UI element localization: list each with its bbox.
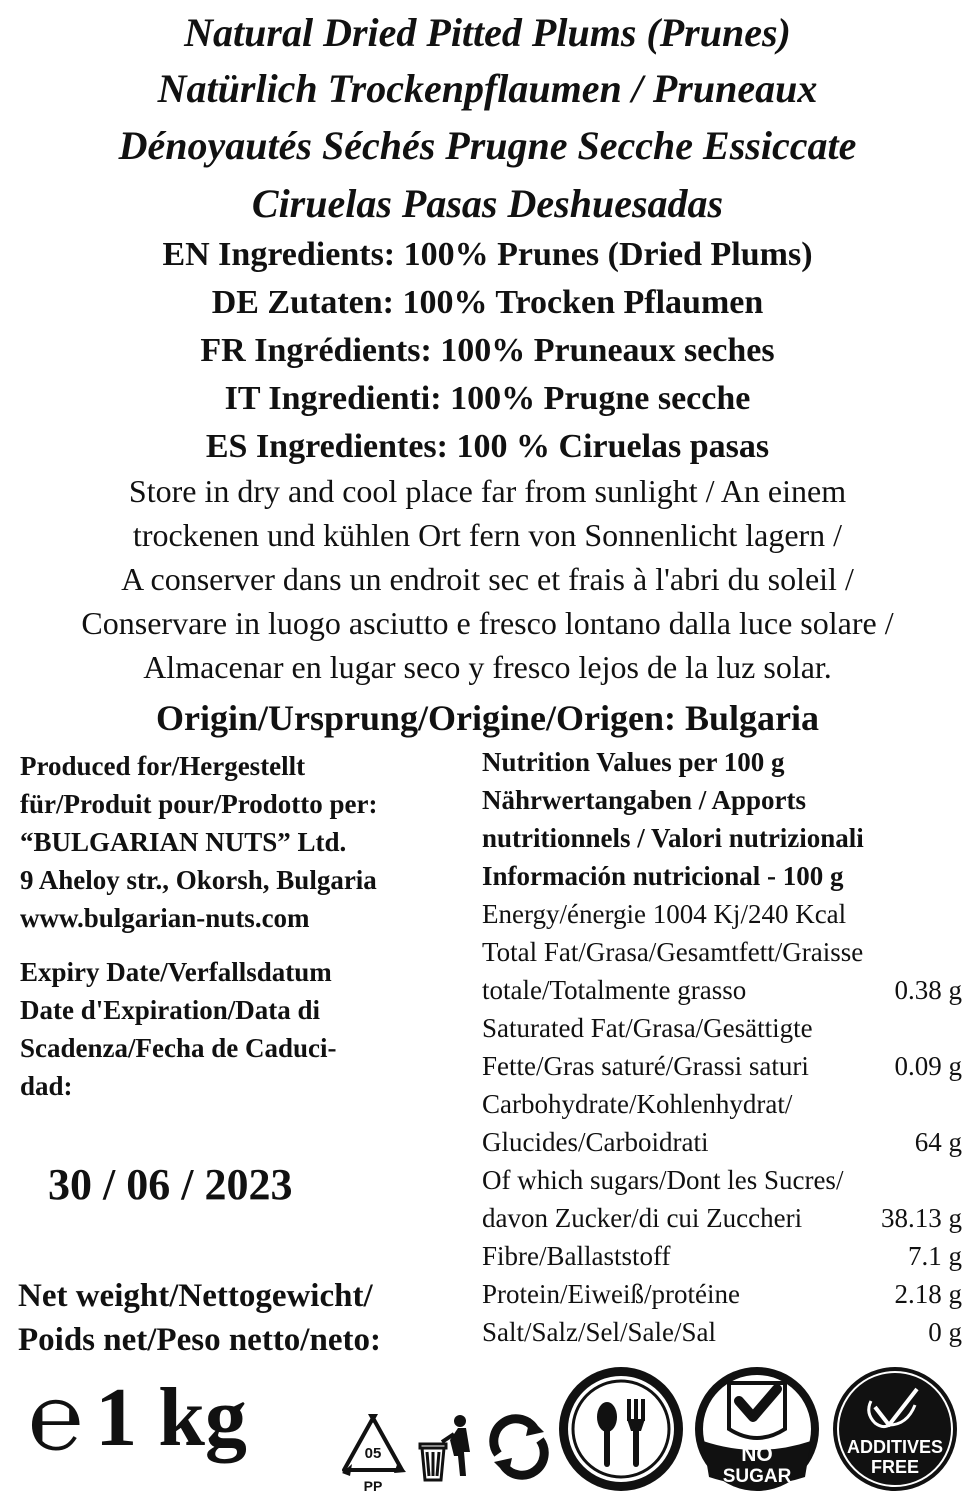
expiry-line: dad: bbox=[20, 1071, 73, 1101]
title-line-fr-it: Dénoyautés Séchés Prugne Secche Essiccate bbox=[118, 123, 857, 168]
ingredients-de: DE Zutaten: 100% Trocken Pflaumen bbox=[211, 284, 764, 321]
net-weight-label bbox=[18, 1274, 381, 1362]
producer-line: “BULGARIAN NUTS” Ltd. bbox=[20, 827, 347, 857]
ingredients-en: EN Ingredients: 100% Prunes (Dried Plums) bbox=[162, 236, 813, 273]
storage-line: Almacenar en lugar seco y fresco lejos de la luz solar. bbox=[143, 649, 832, 685]
no-sugar-text: SUGAR bbox=[722, 1466, 792, 1487]
nutrition-label: Protein/Eiweiß/protéine bbox=[482, 1279, 740, 1309]
producer-website: www.bulgarian-nuts.com bbox=[20, 903, 310, 933]
nutrition-label: Saturated Fat/Grasa/Gesättigte bbox=[482, 1013, 813, 1043]
nutrition-value: 0 g bbox=[928, 1317, 962, 1347]
nutrition-label: totale/Totalmente grasso bbox=[482, 975, 747, 1005]
nutrition-value: 0.09 g bbox=[894, 1051, 962, 1081]
net-weight-line: Net weight/Nettogewicht/ bbox=[18, 1278, 373, 1314]
storage-line: Store in dry and cool place far from sunlight / An einem bbox=[128, 473, 847, 509]
additives-text: ADDITIVES bbox=[846, 1437, 944, 1457]
no-sugar-badge-icon bbox=[693, 1365, 821, 1493]
nutrition-header-line: Nutrition Values per 100 g bbox=[482, 747, 785, 777]
nutrition-header-line: Nährwertangaben / Apports bbox=[482, 785, 807, 815]
nutrition-label: Fibre/Ballaststoff bbox=[482, 1241, 671, 1271]
ingredients-fr: FR Ingrédients: 100% Pruneaux seches bbox=[200, 332, 775, 369]
tidyman-bin-icon bbox=[414, 1412, 474, 1484]
expiry-info bbox=[20, 953, 460, 1105]
nutrition-row bbox=[482, 895, 962, 933]
expiry-line: Scadenza/Fecha de Caduci- bbox=[20, 1033, 337, 1063]
nutrition-value: 38.13 g bbox=[881, 1203, 962, 1233]
producer-line: für/Produit pour/Prodotto per: bbox=[20, 789, 378, 819]
producer-line: Produced for/Hergestellt bbox=[20, 751, 306, 781]
ingredients-es: ES Ingredientes: 100 % Ciruelas pasas bbox=[205, 428, 770, 465]
nutrition-row bbox=[482, 1313, 962, 1351]
nutrition-row bbox=[482, 1085, 962, 1123]
nutrition-label: Salt/Salz/Sel/Sale/Sal bbox=[482, 1317, 716, 1347]
nutrition-row bbox=[482, 1009, 962, 1047]
no-sugar-text: NO bbox=[741, 1443, 773, 1466]
recycle-code: 05 bbox=[364, 1445, 382, 1462]
nutrition-label: Glucides/Carboidrati bbox=[482, 1127, 709, 1157]
nutrition-header-line: Información nutricional - 100 g bbox=[482, 861, 844, 891]
storage-line: A conserver dans un endroit sec et frais à l'abri du soleil / bbox=[121, 561, 854, 597]
additives-free-badge-icon bbox=[831, 1365, 959, 1493]
title-line-es: Ciruelas Pasas Deshuesadas bbox=[251, 181, 724, 226]
estimated-sign-icon: ℮ bbox=[28, 1367, 84, 1469]
recycling-loop-icon bbox=[484, 1412, 554, 1482]
nutrition-row bbox=[482, 933, 962, 971]
nutrition-row bbox=[482, 1047, 962, 1085]
nutrition-row bbox=[482, 1275, 962, 1313]
recycle-material: PP bbox=[363, 1478, 383, 1494]
nutrition-value: 7.1 g bbox=[908, 1241, 962, 1271]
expiry-date: 30 / 06 / 2023 bbox=[48, 1160, 293, 1209]
nutrition-label: Total Fat/Grasa/Gesamtfett/Graisse bbox=[482, 937, 864, 967]
nutrition-table bbox=[482, 743, 962, 1351]
title-line-de: Natürlich Trockenpflaumen / Pruneaux bbox=[157, 66, 818, 111]
recycle-pp-icon bbox=[338, 1412, 408, 1494]
producer-line: 9 Aheloy str., Okorsh, Bulgaria bbox=[20, 865, 377, 895]
origin-line: Origin/Ursprung/Origine/Origen: Bulgaria bbox=[155, 698, 819, 738]
weight-amount: 1 kg bbox=[95, 1371, 247, 1464]
nutrition-label: Carbohydrate/Kohlenhydrat/ bbox=[482, 1089, 793, 1119]
nutrition-label: Energy/énergie 1004 Kj/240 Kcal bbox=[482, 899, 847, 929]
nutrition-value: 0.38 g bbox=[894, 975, 962, 1005]
nutrition-label: Of which sugars/Dont les Sucres/ bbox=[482, 1165, 844, 1195]
title-line-en: Natural Dried Pitted Plums (Prunes) bbox=[184, 10, 791, 55]
nutrition-value: 2.18 g bbox=[894, 1279, 962, 1309]
net-weight-value bbox=[28, 1368, 247, 1468]
nutrition-row bbox=[482, 1123, 962, 1161]
expiry-line: Expiry Date/Verfallsdatum bbox=[20, 957, 332, 987]
ingredients-it: IT Ingredienti: 100% Prugne secche bbox=[224, 380, 751, 417]
additives-text: FREE bbox=[870, 1457, 920, 1477]
producer-info bbox=[20, 747, 460, 937]
net-weight-line: Poids net/Peso netto/neto: bbox=[18, 1322, 381, 1358]
storage-line: Conservare in luogo asciutto e fresco lontano dalla luce solare / bbox=[81, 605, 894, 641]
food-safe-icon bbox=[557, 1365, 685, 1493]
nutrition-header-line: nutritionnels / Valori nutrizionali bbox=[482, 823, 864, 853]
nutrition-row bbox=[482, 971, 962, 1009]
nutrition-label: davon Zucker/di cui Zuccheri bbox=[482, 1203, 803, 1233]
nutrition-row bbox=[482, 1237, 962, 1275]
storage-line: trockenen und kühlen Ort fern von Sonnenlicht lagern / bbox=[132, 517, 843, 553]
nutrition-row bbox=[482, 1161, 962, 1199]
nutrition-row bbox=[482, 1199, 962, 1237]
nutrition-value: 64 g bbox=[914, 1127, 962, 1157]
nutrition-label: Fette/Gras saturé/Grassi saturi bbox=[482, 1051, 809, 1081]
expiry-line: Date d'Expiration/Data di bbox=[20, 995, 321, 1025]
